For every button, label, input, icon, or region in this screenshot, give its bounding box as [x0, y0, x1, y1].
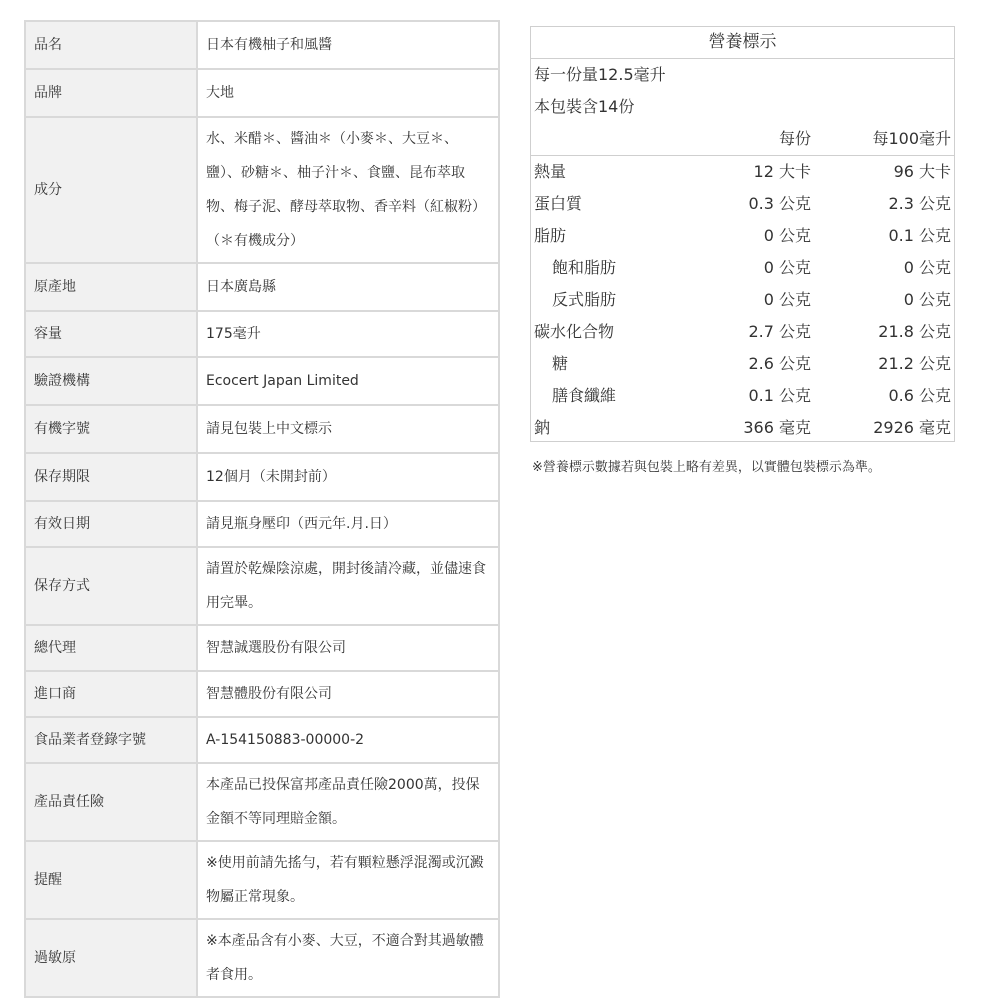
nutrition-title: 營養標示 [530, 26, 955, 59]
nutrient-per-serving: 0.1 公克 [748, 386, 811, 405]
nutrition-note: ※營養標示數據若與包裝上略有差異，以實體包裝標示為準。 [532, 460, 881, 475]
row-label: 原產地 [25, 263, 197, 311]
row-value: 智慧體股份有限公司 [197, 671, 499, 717]
nutrient-per-100: 96 大卡 [893, 162, 952, 181]
serving-size-row [530, 59, 955, 92]
nutrient-row [530, 284, 955, 316]
col-per-serving: 每份 [705, 123, 815, 156]
row-value: 大地 [197, 69, 499, 117]
nutrient-per-serving: 0 公克 [763, 226, 811, 245]
row-label: 品名 [25, 21, 197, 69]
row-label: 過敏原 [25, 919, 197, 997]
table-row [25, 117, 499, 263]
row-label: 總代理 [25, 625, 197, 671]
row-value: ※本產品含有小麥、大豆，不適合對其過敏體者食用。 [197, 919, 499, 997]
table-row [25, 21, 499, 69]
nutrient-per-serving: 0 公克 [763, 290, 811, 309]
row-label: 進口商 [25, 671, 197, 717]
nutrient-per-100: 0 公克 [903, 258, 952, 277]
row-value: 175毫升 [197, 311, 499, 357]
row-value: 智慧誠選股份有限公司 [197, 625, 499, 671]
table-row [25, 405, 499, 453]
nutrient-row [530, 380, 955, 412]
row-label: 成分 [25, 117, 197, 263]
nutrient-per-serving: 0.3 公克 [748, 194, 811, 213]
nutrient-name: 飽和脂肪 [552, 258, 617, 277]
row-label: 容量 [25, 311, 197, 357]
nutrient-per-100: 21.2 公克 [878, 354, 952, 373]
table-row [25, 919, 499, 997]
nutrient-row [530, 188, 955, 220]
nutrient-per-100: 0.1 公克 [888, 226, 952, 245]
nutrient-row [530, 252, 955, 284]
nutrient-name: 膳食纖維 [552, 386, 617, 405]
table-row [25, 263, 499, 311]
nutrient-row [530, 412, 955, 444]
nutrient-per-serving: 2.6 公克 [748, 354, 811, 373]
nutrient-row [530, 348, 955, 380]
row-value: 本產品已投保富邦產品責任險2000萬，投保金額不等同理賠金額。 [197, 763, 499, 841]
table-row [25, 453, 499, 501]
table-row [25, 625, 499, 671]
row-value: 日本有機柚子和風醬 [197, 21, 499, 69]
header-blank [530, 123, 705, 156]
nutrient-name: 熱量 [534, 162, 567, 181]
row-value: 請見瓶身壓印（西元年.月.日） [197, 501, 499, 547]
row-label: 有機字號 [25, 405, 197, 453]
nutrient-per-serving: 12 大卡 [753, 162, 811, 181]
nutrient-per-100: 21.8 公克 [878, 322, 952, 341]
row-value: 請置於乾燥陰涼處，開封後請冷藏，並儘速食用完畢。 [197, 547, 499, 625]
nutrient-name: 糖 [552, 354, 569, 373]
nutrient-name: 脂肪 [534, 226, 567, 245]
row-label: 保存方式 [25, 547, 197, 625]
row-value: ※使用前請先搖勻，若有顆粒懸浮混濁或沉澱物屬正常現象。 [197, 841, 499, 919]
row-label: 品牌 [25, 69, 197, 117]
nutrition-title-row [530, 26, 955, 59]
table-row [25, 69, 499, 117]
col-per-100: 每100毫升 [815, 123, 955, 156]
nutrient-per-100: 0 公克 [903, 290, 952, 309]
row-label: 驗證機構 [25, 357, 197, 405]
nutrient-row [530, 220, 955, 252]
nutrition-header-row [530, 123, 955, 156]
serving-size: 每一份量12.5毫升 [534, 65, 666, 84]
table-row [25, 763, 499, 841]
row-label: 食品業者登錄字號 [25, 717, 197, 763]
row-value: A-154150883-00000-2 [197, 717, 499, 763]
row-value: 請見包裝上中文標示 [197, 405, 499, 453]
row-label: 有效日期 [25, 501, 197, 547]
nutrient-per-100: 2926 毫克 [873, 418, 952, 437]
row-label: 保存期限 [25, 453, 197, 501]
row-value: 水、米醋＊、醬油＊（小麥＊、大豆＊、鹽）、砂糖＊、柚子汁＊、食鹽、昆布萃取物、梅子泥、酵母萃取物、香辛料（紅椒粉）（＊有機成分） [197, 117, 499, 263]
table-row [25, 311, 499, 357]
table-row [25, 841, 499, 919]
table-row [25, 671, 499, 717]
nutrient-row [530, 156, 955, 189]
nutrient-row [530, 316, 955, 348]
table-row [25, 501, 499, 547]
servings-per-pack: 本包裝含14份 [534, 97, 635, 116]
nutrition-table [530, 26, 955, 444]
table-row [25, 547, 499, 625]
row-value: 12個月（未開封前） [197, 453, 499, 501]
nutrient-per-100: 0.6 公克 [888, 386, 952, 405]
row-value: 日本廣島縣 [197, 263, 499, 311]
nutrient-per-100: 2.3 公克 [888, 194, 952, 213]
nutrient-per-serving: 366 毫克 [743, 418, 811, 437]
table-row [25, 717, 499, 763]
servings-per-pack-row [530, 91, 955, 123]
product-info-table [24, 20, 500, 998]
row-value: Ecocert Japan Limited [197, 357, 499, 405]
table-row [25, 357, 499, 405]
nutrient-name: 碳水化合物 [534, 322, 615, 341]
nutrient-per-serving: 0 公克 [763, 258, 811, 277]
nutrient-name: 反式脂肪 [552, 290, 617, 309]
row-label: 提醒 [25, 841, 197, 919]
nutrient-per-serving: 2.7 公克 [748, 322, 811, 341]
nutrient-name: 鈉 [534, 418, 551, 437]
nutrient-name: 蛋白質 [534, 194, 583, 213]
row-label: 產品責任險 [25, 763, 197, 841]
